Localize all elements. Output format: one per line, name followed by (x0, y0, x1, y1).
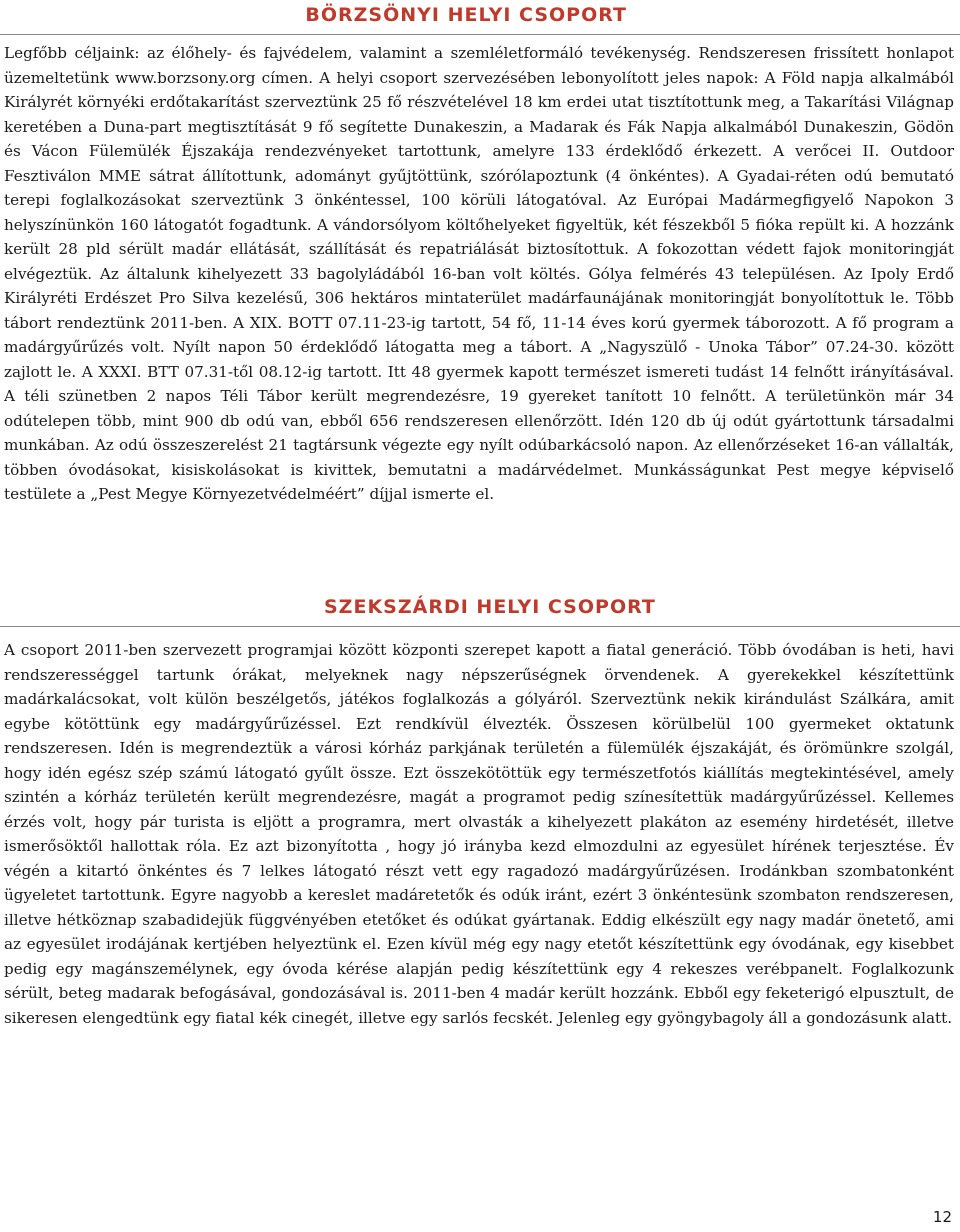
page-number: 12 (932, 1208, 952, 1226)
section-heading: BÖRZSÖNYI HELYI CSOPORT (305, 4, 627, 26)
section-heading: SZEKSZÁRDI HELYI CSOPORT (324, 596, 656, 618)
section-body-borzsonyi: Legfőbb céljaink: az élőhely- és fajvédelem, valamint a szemléletformáló tevékenység. Rendszeresen frissített honlapot üzemeltetünk www.borzsony.org címen. A helyi csoport szervezésében lebonyolított jeles napok: A Föld napja alkalmából Királyrét környéki erdőtakarítást szerveztünk 25 fő részvételével 18 km erdei utat tisztítottunk meg, a Takarítási Világnap keretében a Duna-part megtisztítását 9 fő segítette Dunakeszin, a Madarak és Fák Napja alkalmából Dunakeszin, Gödön és Vácon Fülemülék Éjszakája rendezvényeket tartottunk, amelyre 133 érdeklődő érkezett. A verőcei II. Outdoor Fesztiválon MME sátrat állítottunk, adományt gyűjtöttünk, szórólapoztunk (4 önkéntes). A Gyadai-réten odú bemutató terepi foglalkozásokat szerveztünk 3 önkéntessel, 100 körüli látogatóval. Az Európai Madármegfigyelő Napokon 3 helyszínünkön 160 látogatót fogadtunk. A vándorsólyom költőhelyeket figyeltük, két fészekből 5 fióka repült ki. A hozzánk került 28 pld sérült madár ellátását, szállítását és repatriálását biztosítottuk. A fokozottan védett fajok monitoringját elvégeztük. Az általunk kihelyezett 33 bagolyládából 16-ban volt költés. Gólya felmérés 43 településen. Az Ipoly Erdő Királyréti Erdészet Pro Silva kezelésű, 306 hektáros mintaterület madárfaunájának monitoringját bonyolítottuk le. Több tábort rendeztünk 2011-ben. A XIX. BOTT 07.11-23-ig tartott, 54 fő, 11-14 éves korú gyermek táborozott. A fő program a madárgyűrűzés volt. Nyílt napon 50 érdeklődő látogatta meg a tábort. A „Nagyszülő - Unoka Tábor” 07.24-30. között zajlott le. A XXXI. BTT 07.31-től 08.12-ig tartott. Itt 48 gyermek kapott természet ismereti tudást 14 felnőtt irányításával. A téli szünetben 2 napos Téli Tábor került megrendezésre, 19 gyereket tanított 10 felnőtt. A területünkön már 34 odútelepen több, mint 900 db odú van, ebből 656 rendszeresen ellenőrzött. Idén 120 db új odút gyártottunk társadalmi munkában. Az odú összeszerelést 21 tagtársunk végezte egy nyílt odúbarkácsoló napon. Az ellenőrzéseket 16-an vállalták, többen óvodásokat, kisiskolásokat is kivittek, bemutatni a madárvédelmet. Munkásságunkat Pest megye képviselő testülete a „Pest Megye Környezetvédelméért” díjjal ismerte el. (4, 44, 954, 503)
section-header-szekszardi (0, 596, 960, 627)
section-header-borzsonyi (0, 4, 960, 35)
section-body-szekszardi: A csoport 2011-ben szervezett programjai között központi szerepet kapott a fiatal generáció. Több óvodában is heti, havi rendszerességgel tartunk órákat, melyeknek nagy népszerűségnek örvendenek. A gyerekekkel készítettünk madárkalácsokat, volt külön beszélgetős, játékos foglalkozás a gólyáról. Szerveztünk nekik kirándulást Szálkára, amit egybe kötöttünk egy madárgyűrűzéssel. Ezt rendkívül élvezték. Összesen körülbelül 100 gyermeket oktatunk rendszeresen. Idén is megrendeztük a városi kórház parkjának területén a fülemülék éjszakáját, és örömünkre szolgál, hogy idén egész szép számú látogató gyűlt össze. Ezt összekötöttük egy természetfotós kiállítás megtekintésével, amely szintén a kórház területén került megrendezésre, magát a programot pedig színesítettük madárgyűrűzéssel. Kellemes érzés volt, hogy pár turista is eljött a programra, mert olvasták a kihelyezett plakáton az esemény hirdetését, illetve ismerősöktől hallottak róla. Ez azt bizonyította , hogy jó irányba kezd elmozdulni az egyesület hírének terjesztése. Év végén a kitartó önkéntes és 7 lelkes látogató részt vett egy ragadozó madárgyűrűzésen. Irodánkban szombatonként ügyeletet tartottunk. Egyre nagyobb a kereslet madáretetők és odúk iránt, ezért 3 önkéntesünk szombaton rendszeresen, illetve hétköznap szabadidejük függvényében etetőket és odúkat gyártanak. Eddig elkészült egy nagy madár önetető, ami az egyesület irodájának kertjében helyeztünk el. Ezen kívül még egy nagy etetőt készítettünk egy óvodának, egy kisebbet pedig egy magánszemélynek, egy óvoda kérése alapján pedig készítettünk egy 4 rekeszes verébpanelt. Foglalkozunk sérült, beteg madarak befogásával, gondozásával is. 2011-ben 4 madár került hozzánk. Ebből egy feketerigó elpusztult, de sikeresen elengedtünk egy fiatal kék cinegét, illetve egy sarlós fecskét. Jelenleg egy gyöngybagoly áll a gondozásunk alatt. (4, 641, 954, 1027)
